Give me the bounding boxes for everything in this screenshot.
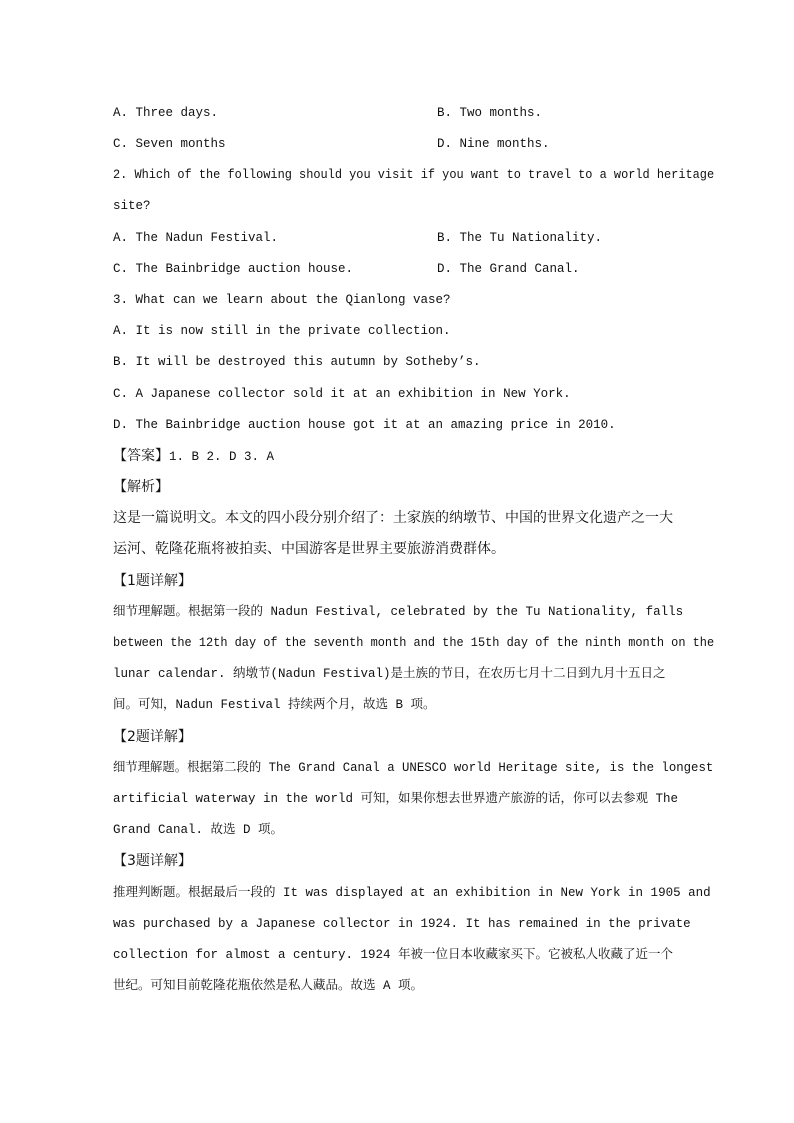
answer-label: 【答案】 (113, 448, 169, 464)
q1-option-d: D. Nine months. (437, 137, 550, 151)
detail3-line-2: was purchased by a Japanese collector in 1924. It has remained in the private (113, 917, 691, 931)
q2-option-a: A. The Nadun Festival. (113, 231, 279, 245)
q3-option-d: D. The Bainbridge auction house got it at an amazing price in 2010. (113, 418, 616, 432)
q3-stem: 3. What can we learn about the Qianlong vase? (113, 293, 451, 307)
detail3-line-3: collection for almost a century. 1924 年被一位日本收藏家买下。它被私人收藏了近一个 (113, 948, 674, 962)
detail2-label: 【2题详解】 (113, 729, 192, 745)
analysis-label: 【解析】 (113, 479, 169, 495)
q2-stem-line2: site? (113, 199, 151, 213)
analysis-line-2: 运河、乾隆花瓶将被拍卖、中国游客是世界主要旅游消费群体。 (113, 541, 505, 557)
answer-text: 1. B 2. D 3. A (169, 450, 275, 464)
detail1-label: 【1题详解】 (113, 573, 192, 589)
detail2-line-2: artificial waterway in the world 可知，如果你想去世界遗产旅游的话，你可以去参观 The (113, 792, 679, 806)
analysis-line-1: 这是一篇说明文。本文的四小段分别介绍了：土家族的纳墩节、中国的世界文化遗产之一大 (113, 510, 673, 526)
q2-option-b: B. The Tu Nationality. (437, 231, 603, 245)
detail3-line-4: 世纪。可知目前乾隆花瓶依然是私人藏品。故选 A 项。 (113, 979, 424, 993)
q2-option-d: D. The Grand Canal. (437, 262, 580, 276)
answer-row (113, 448, 274, 465)
q1-option-b: B. Two months. (437, 106, 543, 120)
q3-option-a: A. It is now still in the private collection. (113, 324, 451, 338)
detail1-line-3: lunar calendar. 纳墩节(Nadun Festival)是土族的节日，在农历七月十二日到九月十五日之 (113, 667, 666, 681)
q1-option-a: A. Three days. (113, 106, 219, 120)
detail2-line-3: Grand Canal. 故选 D 项。 (113, 823, 284, 837)
q3-option-c: C. A Japanese collector sold it at an exhibition in New York. (113, 387, 571, 401)
detail3-line-1: 推理判断题。根据最后一段的 It was displayed at an exhibition in New York in 1905 and (113, 886, 711, 900)
q2-stem-line1: 2. Which of the following should you visit if you want to travel to a world heritage (113, 168, 715, 182)
q2-option-c: C. The Bainbridge auction house. (113, 262, 354, 276)
detail1-line-1: 细节理解题。根据第一段的 Nadun Festival, celebrated by the Tu Nationality, falls (113, 605, 684, 619)
detail1-line-2: between the 12th day of the seventh month and the 15th day of the ninth month on the (113, 636, 715, 650)
q3-option-b: B. It will be destroyed this autumn by Sotheby’s. (113, 355, 481, 369)
detail1-line-4: 间。可知，Nadun Festival 持续两个月，故选 B 项。 (113, 698, 436, 712)
detail3-label: 【3题详解】 (113, 853, 192, 869)
detail2-line-1: 细节理解题。根据第二段的 The Grand Canal a UNESCO world Heritage site, is the longest (113, 761, 714, 775)
q1-option-c: C. Seven months (113, 137, 226, 151)
